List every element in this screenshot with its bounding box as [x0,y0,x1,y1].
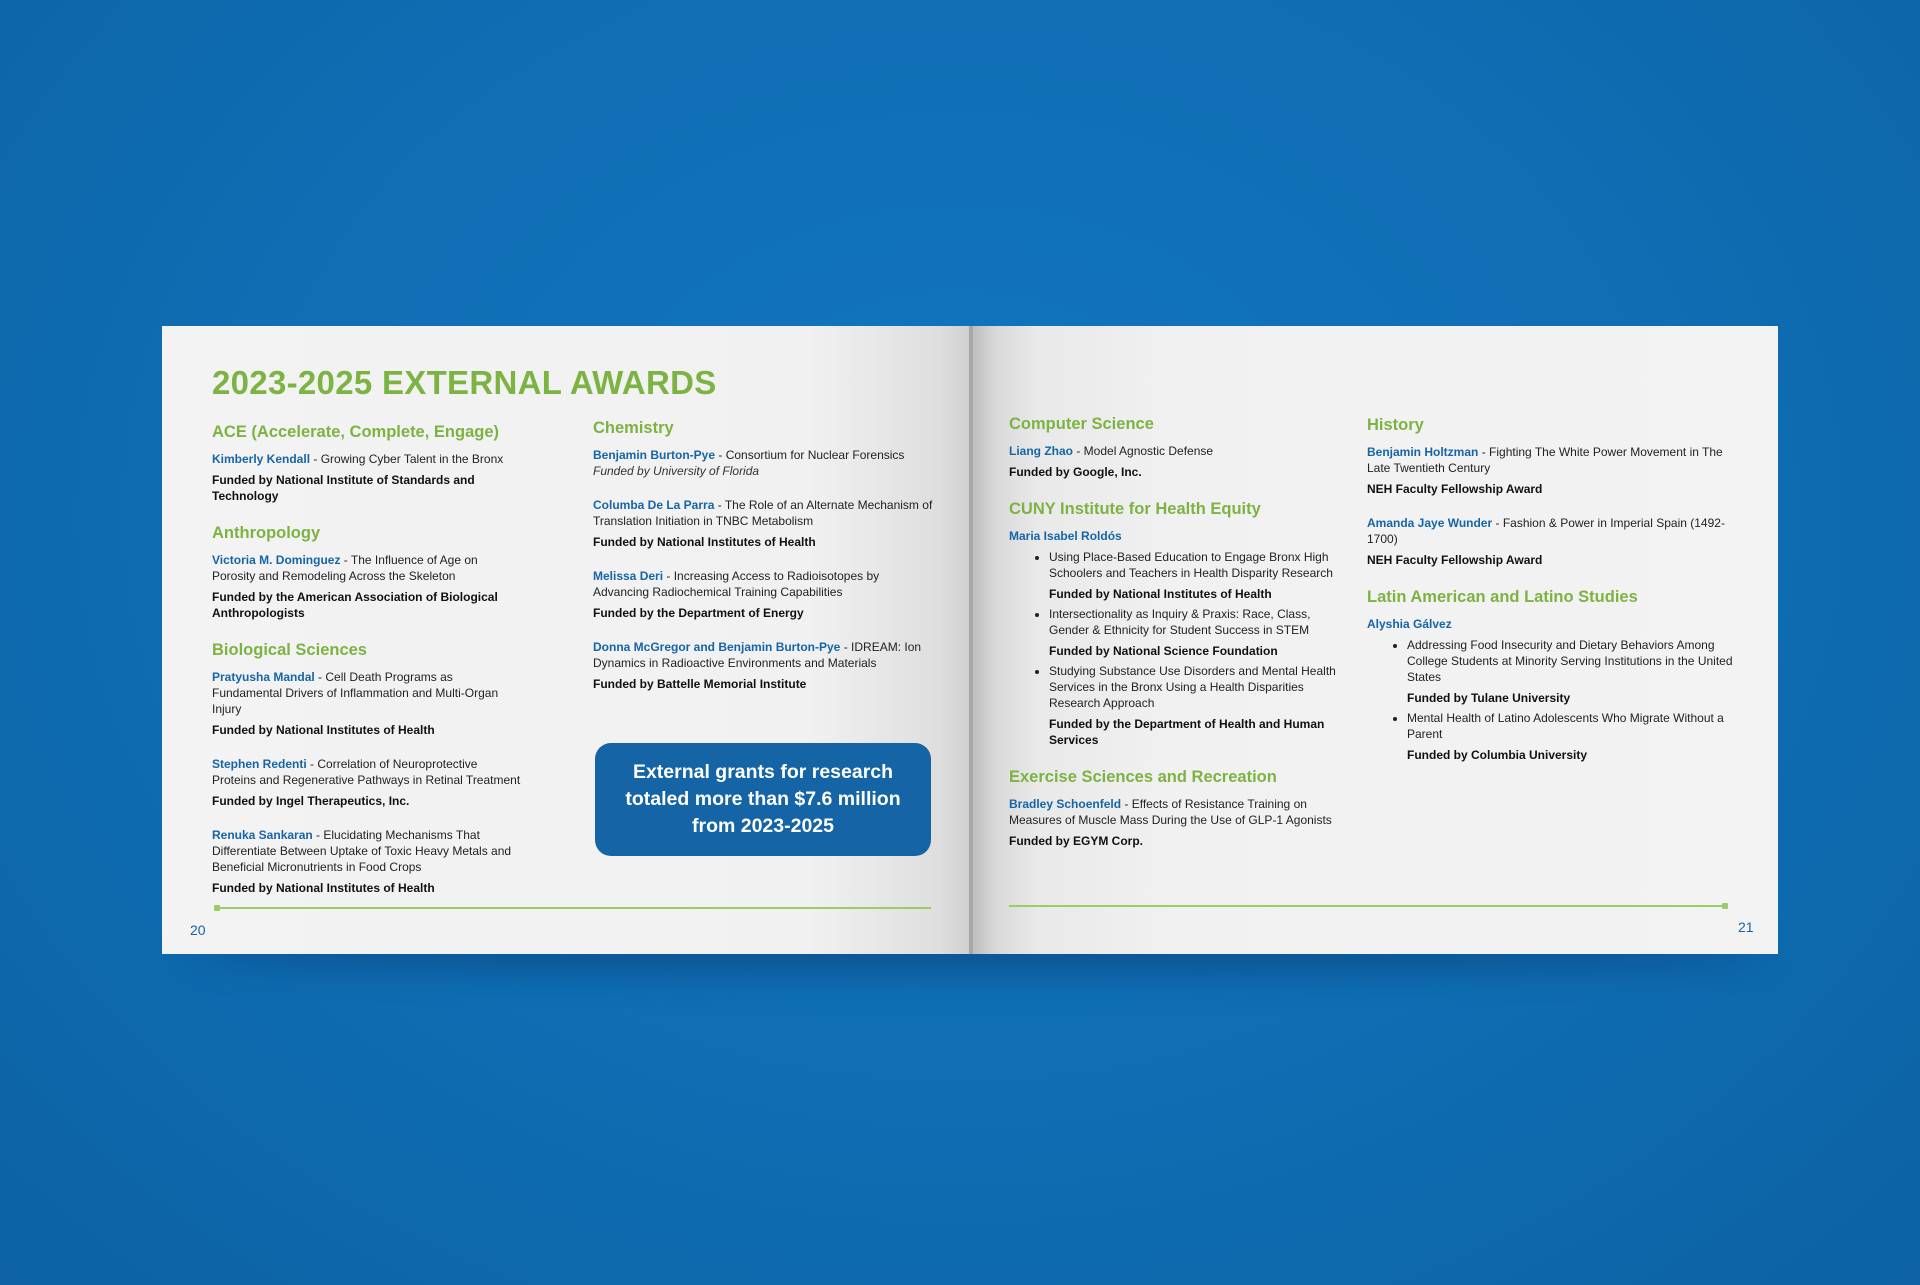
separator: - [715,448,726,462]
project-title: • Addressing Food Insecurity and Dietary Behaviors Among College Students at Minority Serving Institutions in the United States [1407,638,1733,684]
project-list [1009,549,1337,748]
funding-source: Funded by Tulane University [1407,691,1571,705]
funding-source: Funded by EGYM Corp. [1009,834,1143,848]
separator: - [1073,444,1084,458]
project-title: Cell Death Programs as Fundamental Drivers of Inflammation and Multi-Organ Injury [212,670,499,716]
funding-source: Funded by National Institute of Standards and Technology [212,473,475,503]
project-title: Fighting The White Power Movement in The Late Twentieth Century [1367,445,1723,475]
funding-source: Funded by Battelle Memorial Institute [593,677,807,691]
department-heading: Biological Sciences [212,641,367,659]
department-heading: History [1367,416,1424,434]
separator: - [714,498,725,512]
rule-endpoint [1722,903,1728,909]
page-rule [217,907,931,909]
department-heading: Latin American and Latino Studies [1367,588,1638,606]
researcher-name: Amanda Jaye Wunder [1367,516,1493,530]
funding-source: Funded by National Institutes of Health [212,881,435,895]
award-entry [593,447,933,463]
funding-source: Funded by National Institutes of Health [212,723,435,737]
researcher-name: Alyshia Gálvez [1367,617,1452,631]
grants-callout: External grants for research totaled more than $7.6 million from 2023-2025 [595,743,931,856]
funding-source: Funded by National Institutes of Health [1049,587,1272,601]
project-item [1049,549,1337,602]
department-section [212,641,524,896]
separator: - [1478,445,1490,459]
award-entry [593,639,933,671]
award-entry [212,827,524,875]
department-heading: Chemistry [593,419,674,437]
funding-source: NEH Faculty Fellowship Award [1367,482,1543,496]
project-title: Effects of Resistance Training on Measures of Muscle Mass During the Use of GLP-1 Agonists [1009,797,1332,827]
project-list [1367,637,1739,763]
separator: - [306,757,318,771]
funding-source: NEH Faculty Fellowship Award [1367,553,1543,567]
department-section [1009,415,1337,480]
separator: - [340,553,351,567]
award-entry [212,669,524,717]
page-rule [1009,905,1722,907]
project-item [1407,710,1739,763]
separator: - [1492,516,1503,530]
researcher-name: Pratyusha Mandal [212,670,315,684]
separator: - [312,828,324,842]
separator: - [314,670,326,684]
award-entry [593,568,933,600]
department-section [1367,416,1739,568]
project-item [1407,637,1739,706]
department-section [212,423,524,504]
page-title: 2023-2025 EXTERNAL AWARDS [212,364,717,401]
award-entry [1009,796,1337,828]
project-item [1049,663,1337,748]
award-entry [212,756,524,788]
right-column-1 [1009,415,1337,869]
department-section [1009,768,1337,849]
researcher-name: Benjamin Burton-Pye [593,448,716,462]
project-title: The Role of an Alternate Mechanism of Translation Initiation in TNBC Metabolism [593,498,933,528]
page-number: 20 [190,922,206,938]
researcher-name: Kimberly Kendall [212,452,311,466]
separator: - [310,452,321,466]
department-section [212,524,524,621]
project-title: Fashion & Power in Imperial Spain (1492-1700) [1367,516,1725,546]
researcher-name: Stephen Redenti [212,757,307,771]
award-entry [1367,444,1739,476]
department-heading: ACE (Accelerate, Complete, Engage) [212,423,499,441]
funding-source: Funded by National Science Foundation [1049,644,1278,658]
project-title: Correlation of Neuroprotective Proteins and Regenerative Pathways in Retinal Treatment [212,757,521,787]
researcher-name: Donna McGregor and Benjamin Burton-Pye [593,640,841,654]
project-title: Growing Cyber Talent in the Bronx [320,452,504,466]
page-number: 21 [1738,919,1754,935]
funding-source: Funded by the American Association of Biological Anthropologists [212,590,498,620]
department-section [1009,500,1337,748]
right-page [972,326,1778,954]
department-section [1367,588,1739,763]
project-title: Elucidating Mechanisms That Differentiate Between Uptake of Toxic Heavy Metals and Beneficial Micronutrients in Food Crops [212,828,512,874]
booklet-spine [969,326,973,954]
project-title: • Studying Substance Use Disorders and Mental Health Services in the Bronx Using a Health Disparities Research Approach [1049,664,1336,710]
project-title: • Using Place-Based Education to Engage Bronx High Schoolers and Teachers in Health Disparity Research [1049,550,1333,580]
left-column-2 [593,419,933,712]
separator: - [840,640,852,654]
project-title: Increasing Access to Radioisotopes by Advancing Radiochemical Training Capabilities [593,569,880,599]
researcher-name: Columba De La Parra [593,498,715,512]
project-item [1049,606,1337,659]
left-page [162,326,972,954]
award-entry [593,497,933,529]
funding-source: Funded by University of Florida [593,464,760,478]
funding-source: Funded by Google, Inc. [1009,465,1142,479]
department-heading: Anthropology [212,524,321,542]
award-entry [212,552,524,584]
funding-source: Funded by Columbia University [1407,748,1588,762]
award-entry [1009,443,1337,459]
funding-source: Funded by Ingel Therapeutics, Inc. [212,794,410,808]
researcher-name: Renuka Sankaran [212,828,313,842]
department-section [593,419,933,692]
department-heading: Computer Science [1009,415,1154,433]
award-entry [1367,515,1739,547]
project-title: The Influence of Age on Porosity and Remodeling Across the Skeleton [212,553,478,583]
award-entry [212,451,524,467]
project-title: • Intersectionality as Inquiry & Praxis: Race, Class, Gender & Ethnicity for Student Success in STEM [1049,607,1311,637]
funding-source: Funded by National Institutes of Health [593,535,816,549]
researcher-name: Melissa Deri [593,569,664,583]
project-title: IDREAM: Ion Dynamics in Radioactive Environments and Materials [593,640,922,670]
funding-source: Funded by the Department of Energy [593,606,804,620]
project-title: Consortium for Nuclear Forensics [725,448,905,462]
researcher-name: Victoria M. Dominguez [212,553,341,567]
project-title: • Mental Health of Latino Adolescents Who Migrate Without a Parent [1407,711,1724,741]
right-column-2 [1367,416,1739,783]
funding-source: Funded by the Department of Health and Human Services [1049,717,1325,747]
researcher-name: Bradley Schoenfeld [1009,797,1122,811]
department-heading: Exercise Sciences and Recreation [1009,768,1277,786]
left-column-1 [212,423,524,916]
separator: - [663,569,674,583]
researcher-name: Benjamin Holtzman [1367,445,1479,459]
researcher-name: Maria Isabel Roldós [1009,529,1122,543]
researcher-name: Liang Zhao [1009,444,1073,458]
separator: - [1121,797,1132,811]
department-heading: CUNY Institute for Health Equity [1009,500,1261,518]
project-title: Model Agnostic Defense [1083,444,1214,458]
